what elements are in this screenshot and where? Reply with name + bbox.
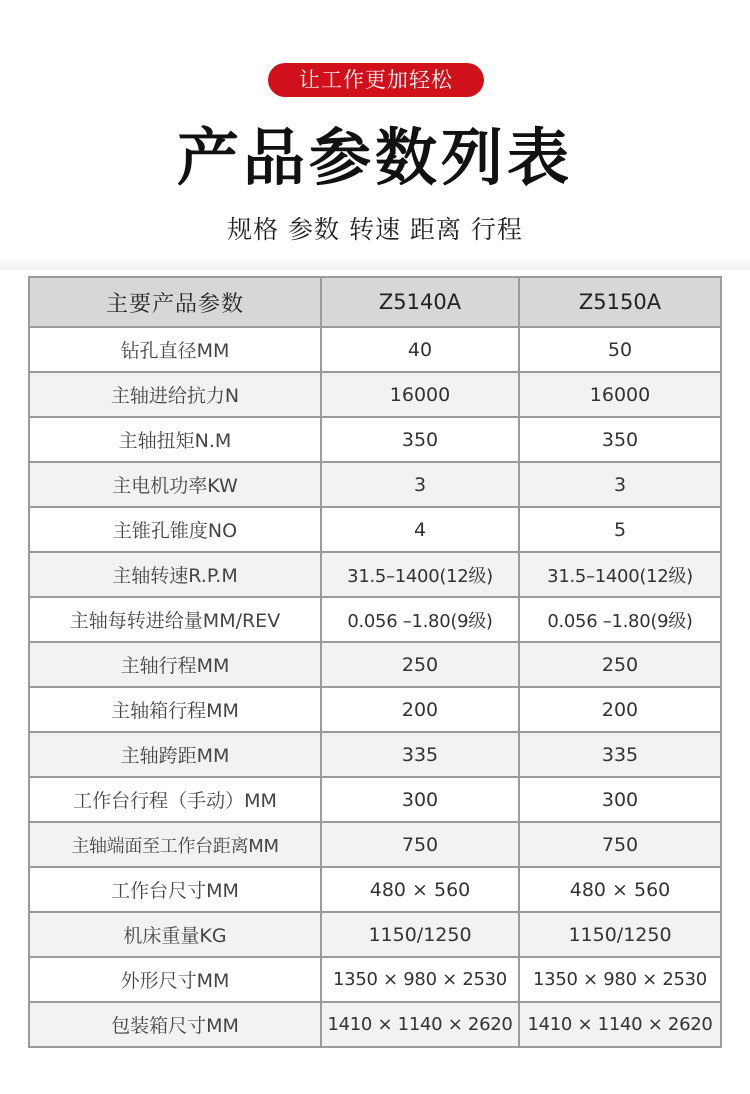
- value-z5140a: 4: [321, 507, 519, 552]
- value-z5150a: 300: [519, 777, 721, 822]
- value-z5150a: 50: [519, 327, 721, 372]
- value-z5150a: 31.5–1400(12级): [519, 552, 721, 597]
- column-header-z5150a: Z5150A: [519, 277, 721, 327]
- table-row: [29, 642, 721, 687]
- table-row: [29, 777, 721, 822]
- param-label: 主轴转速R.P.M: [29, 552, 321, 597]
- value-z5150a: 335: [519, 732, 721, 777]
- value-z5140a: 250: [321, 642, 519, 687]
- param-label: 主轴进给抗力N: [29, 372, 321, 417]
- param-label: 主电机功率KW: [29, 462, 321, 507]
- param-label: 主锥孔锥度NO: [29, 507, 321, 552]
- table-row: [29, 327, 721, 372]
- value-z5150a: 250: [519, 642, 721, 687]
- param-label: 主轴每转进给量MM/REV: [29, 597, 321, 642]
- value-z5150a: 3: [519, 462, 721, 507]
- value-z5150a: 1150/1250: [519, 912, 721, 957]
- value-z5140a: 480 × 560: [321, 867, 519, 912]
- page-subtitle: 规格 参数 转速 距离 行程: [227, 215, 523, 244]
- value-z5140a: 335: [321, 732, 519, 777]
- page-title: 产品参数列表: [176, 121, 573, 194]
- value-z5140a: 40: [321, 327, 519, 372]
- table-row: [29, 687, 721, 732]
- column-header-z5140a: Z5140A: [321, 277, 519, 327]
- value-z5150a: 200: [519, 687, 721, 732]
- param-label: 工作台行程（手动）MM: [29, 777, 321, 822]
- value-z5150a: 750: [519, 822, 721, 867]
- param-label: 钻孔直径MM: [29, 327, 321, 372]
- value-z5140a: 350: [321, 417, 519, 462]
- table-row: [29, 507, 721, 552]
- table-row: [29, 732, 721, 777]
- table-row: [29, 1002, 721, 1047]
- slogan-badge: 让工作更加轻松: [268, 63, 484, 97]
- param-label: 主轴扭矩N.M: [29, 417, 321, 462]
- value-z5150a: 16000: [519, 372, 721, 417]
- table-row: [29, 957, 721, 1002]
- table-header-row: [29, 277, 721, 327]
- spec-table: [28, 276, 722, 1048]
- value-z5140a: 1350 × 980 × 2530: [321, 957, 519, 1002]
- value-z5140a: 1150/1250: [321, 912, 519, 957]
- section-divider: [0, 256, 750, 270]
- value-z5140a: 3: [321, 462, 519, 507]
- value-z5150a: 1350 × 980 × 2530: [519, 957, 721, 1002]
- table-row: [29, 552, 721, 597]
- table-row: [29, 822, 721, 867]
- value-z5150a: 480 × 560: [519, 867, 721, 912]
- value-z5140a: 750: [321, 822, 519, 867]
- table-row: [29, 372, 721, 417]
- spec-table-container: [28, 276, 720, 1048]
- value-z5150a: 350: [519, 417, 721, 462]
- param-label: 主轴端面至工作台距离MM: [29, 822, 321, 867]
- value-z5150a: 5: [519, 507, 721, 552]
- value-z5150a: 0.056 –1.80(9级): [519, 597, 721, 642]
- table-row: [29, 867, 721, 912]
- value-z5150a: 1410 × 1140 × 2620: [519, 1002, 721, 1047]
- table-row: [29, 597, 721, 642]
- table-row: [29, 912, 721, 957]
- value-z5140a: 300: [321, 777, 519, 822]
- param-label: 外形尺寸MM: [29, 957, 321, 1002]
- param-label: 主轴行程MM: [29, 642, 321, 687]
- value-z5140a: 1410 × 1140 × 2620: [321, 1002, 519, 1047]
- value-z5140a: 0.056 –1.80(9级): [321, 597, 519, 642]
- param-label: 主轴跨距MM: [29, 732, 321, 777]
- table-row: [29, 462, 721, 507]
- param-label: 主轴箱行程MM: [29, 687, 321, 732]
- value-z5140a: 31.5–1400(12级): [321, 552, 519, 597]
- column-header-param: 主要产品参数: [29, 277, 321, 327]
- value-z5140a: 200: [321, 687, 519, 732]
- param-label: 机床重量KG: [29, 912, 321, 957]
- param-label: 包装箱尺寸MM: [29, 1002, 321, 1047]
- table-row: [29, 417, 721, 462]
- param-label: 工作台尺寸MM: [29, 867, 321, 912]
- value-z5140a: 16000: [321, 372, 519, 417]
